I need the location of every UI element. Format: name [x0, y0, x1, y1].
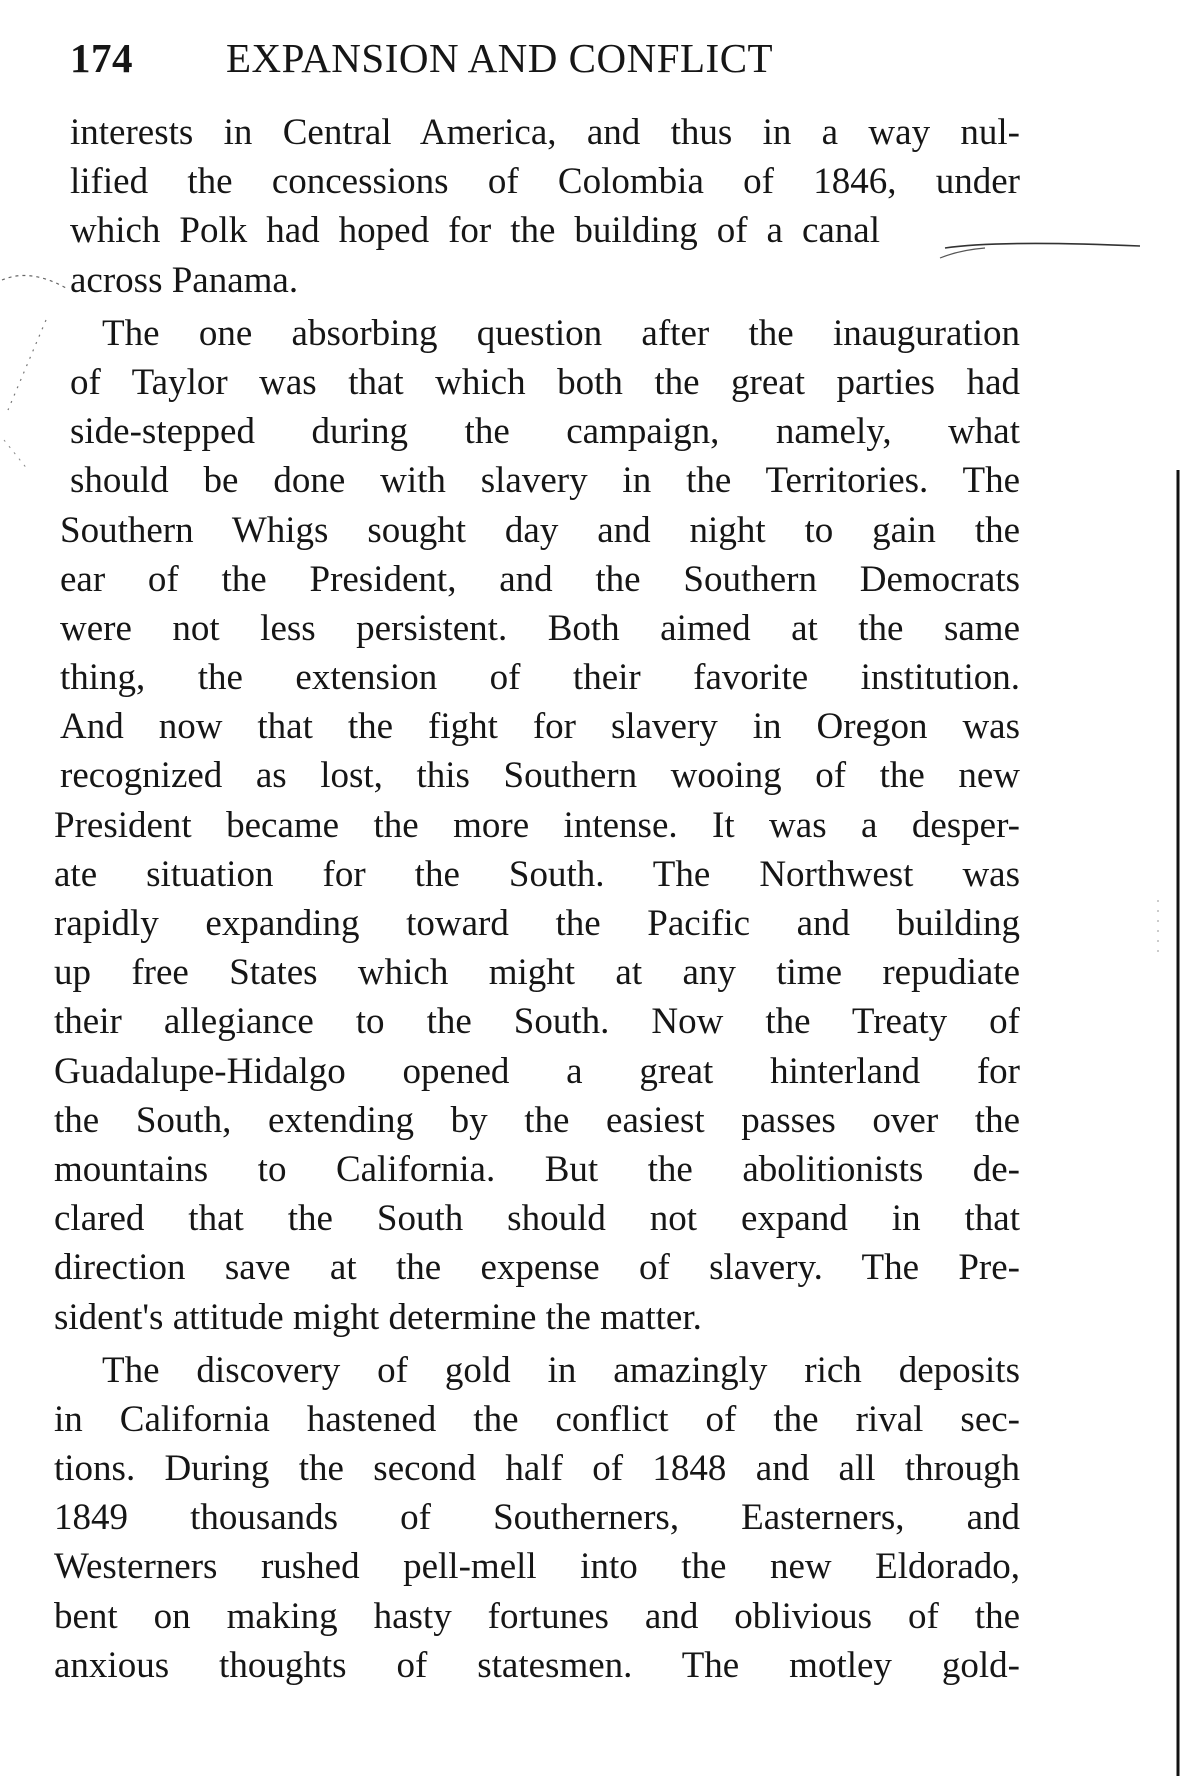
text-line: direction save at the expense of slavery. The Pre-: [54, 1247, 1020, 1289]
page-header: [70, 30, 773, 86]
body-text: [54, 108, 1020, 1690]
paragraph-2: [54, 309, 1020, 1342]
text-line: which Polk had hoped for the building of a canal: [70, 210, 880, 252]
page-number: 174: [70, 35, 133, 81]
text-line: rapidly expanding toward the Pacific and building: [54, 903, 1020, 944]
text-line: mountains to California. But the abolitionists de-: [54, 1148, 1020, 1190]
text-line: across Panama.: [70, 259, 299, 301]
text-line: President became the more intense. It was a desper-: [54, 804, 1020, 846]
running-title: EXPANSION AND CONFLICT: [226, 35, 774, 81]
text-line: the South, extending by the easiest passes over the: [54, 1099, 1020, 1141]
text-line: thing, the extension of their favorite institution.: [60, 657, 1020, 699]
text-line: tions. During the second half of 1848 and all through: [54, 1448, 1020, 1490]
text-line: in California hastened the conflict of the rival sec-: [54, 1398, 1020, 1440]
text-line: clared that the South should not expand in that: [54, 1198, 1020, 1240]
paragraph-3: [54, 1346, 1020, 1690]
text-line: their allegiance to the South. Now the Treaty of: [54, 1001, 1020, 1043]
text-line: interests in Central America, and thus in a way nul-: [70, 112, 1020, 153]
text-line: should be done with slavery in the Territories. The: [70, 460, 1020, 502]
text-line: lified the concessions of Colombia of 1846, under: [70, 161, 1020, 203]
text-line: The discovery of gold in amazingly rich deposits: [102, 1349, 1020, 1391]
text-line: of Taylor was that which both the great parties had: [70, 361, 1020, 403]
text-line: side-stepped during the campaign, namely, what: [70, 411, 1020, 453]
text-line: Guadalupe-Hidalgo opened a great hinterland for: [54, 1050, 1020, 1092]
text-line: sident's attitude might determine the matter.: [54, 1296, 702, 1338]
text-line: were not less persistent. Both aimed at the same: [60, 607, 1020, 649]
pencil-dotted-stroke: [8, 320, 46, 410]
text-line: Southern Whigs sought day and night to gain the: [60, 509, 1020, 551]
text-line: 1849 thousands of Southerners, Easterners, and: [54, 1497, 1020, 1539]
pencil-dotted-stroke: [4, 440, 28, 470]
text-line: Westerners rushed pell-mell into the new Eldorado,: [54, 1546, 1020, 1588]
text-line: up free States which might at any time repudiate: [54, 952, 1020, 994]
text-line: recognized as lost, this Southern wooing of the new: [60, 755, 1020, 797]
text-line: bent on making hasty fortunes and oblivious of the: [54, 1595, 1020, 1637]
text-line: The one absorbing question after the inauguration: [102, 312, 1020, 354]
text-line: ear of the President, and the Southern Democrats: [60, 558, 1020, 600]
text-line: And now that the fight for slavery in Oregon was: [60, 706, 1020, 748]
text-line: ate situation for the South. The Northwest was: [54, 853, 1020, 895]
paragraph-1: [54, 108, 1020, 305]
text-line: anxious thoughts of statesmen. The motley gold-: [54, 1644, 1020, 1686]
